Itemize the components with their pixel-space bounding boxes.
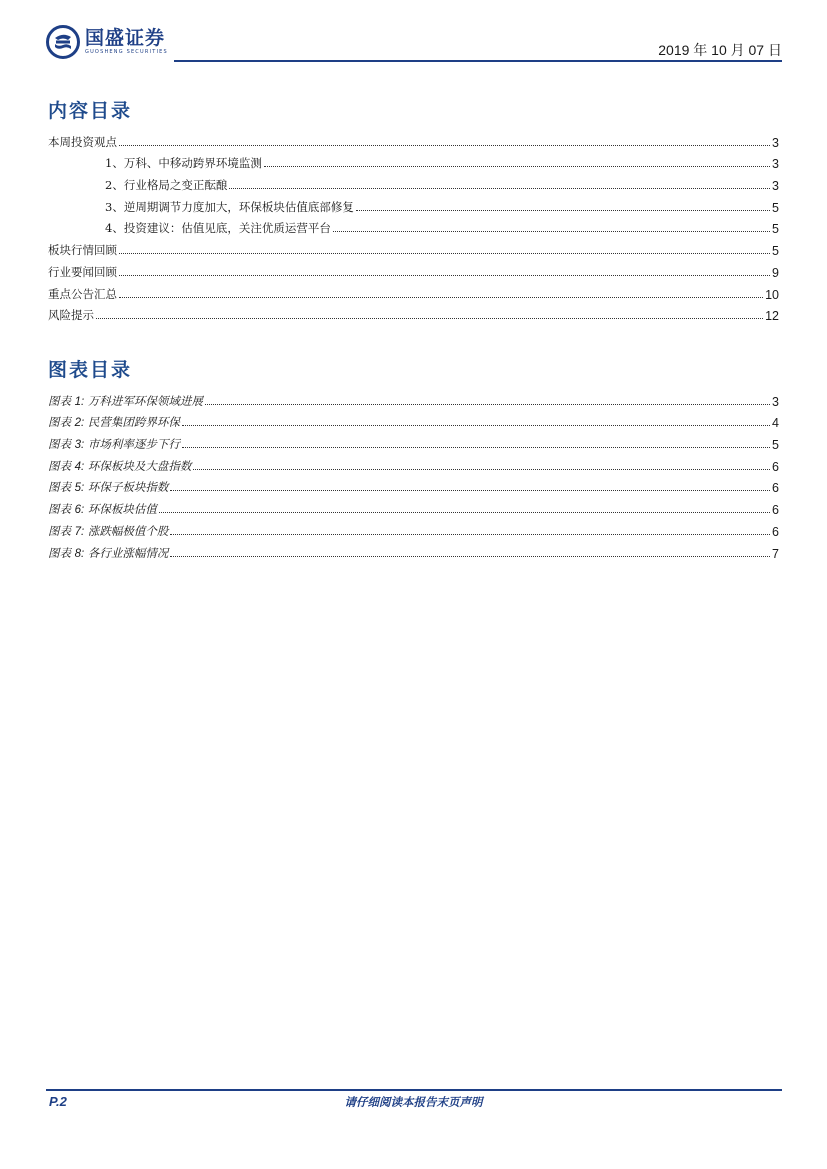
figure-entry[interactable] bbox=[48, 539, 779, 561]
figure-number: 1: bbox=[74, 395, 85, 408]
figure-entry[interactable] bbox=[48, 452, 779, 474]
toc-entry[interactable] bbox=[48, 171, 779, 193]
figure-entry[interactable] bbox=[48, 430, 779, 452]
toc-leader-dots bbox=[182, 425, 770, 426]
figure-entry-label bbox=[48, 458, 193, 474]
figure-entry-page: 6 bbox=[772, 481, 779, 496]
figure-number: 8: bbox=[74, 547, 85, 560]
toc-entry-page: 5 bbox=[772, 222, 779, 237]
figure-entry-label bbox=[48, 479, 170, 495]
toc-entry-label: 4、投资建议：估值见底，关注优质运营平台 bbox=[105, 221, 331, 236]
figure-entry-page: 6 bbox=[772, 503, 779, 518]
figure-entry-page: 5 bbox=[772, 438, 779, 453]
figure-number: 3: bbox=[74, 439, 85, 452]
figure-entry-page: 4 bbox=[772, 416, 779, 431]
figure-prefix: 图表 bbox=[48, 523, 71, 538]
figures-list bbox=[48, 387, 779, 561]
figure-prefix: 图表 bbox=[48, 545, 71, 560]
figure-number: 7: bbox=[74, 525, 85, 538]
figure-entry[interactable] bbox=[48, 474, 779, 496]
toc-entry-page: 5 bbox=[772, 200, 779, 215]
figure-number: 2: bbox=[74, 417, 85, 430]
toc-leader-dots bbox=[170, 490, 770, 491]
figure-entry[interactable] bbox=[48, 387, 779, 409]
figure-entry-label bbox=[48, 414, 182, 430]
figure-number: 6: bbox=[74, 504, 85, 517]
toc-entry-label: 重点公告汇总 bbox=[48, 286, 117, 301]
figure-number: 4: bbox=[74, 460, 85, 473]
brand-name-cn: 国盛证券 bbox=[85, 27, 166, 49]
toc-entry-page: 3 bbox=[772, 179, 779, 194]
figure-prefix: 图表 bbox=[48, 458, 71, 473]
toc-entry-page: 3 bbox=[772, 135, 779, 150]
toc-entry-label: 本周投资观点 bbox=[48, 134, 117, 149]
toc-entry-page: 5 bbox=[772, 244, 779, 259]
toc-entry-page: 12 bbox=[765, 309, 779, 324]
toc-entry-label: 1、万科、中移动跨界环境监测 bbox=[105, 156, 262, 171]
report-date: 2019 年 10 月 07 日 bbox=[658, 42, 782, 58]
figure-title: 市场利率逐步下行 bbox=[87, 437, 180, 452]
figure-entry-page: 6 bbox=[772, 524, 779, 539]
toc-entry-label: 行业要闻回顾 bbox=[48, 264, 117, 279]
toc-entry[interactable] bbox=[48, 280, 779, 302]
figure-title: 各行业涨幅情况 bbox=[87, 545, 169, 560]
contents-list bbox=[48, 128, 779, 323]
figure-title: 环保板块估值 bbox=[87, 502, 157, 517]
figure-entry-label bbox=[48, 436, 182, 452]
toc-entry[interactable] bbox=[48, 215, 779, 237]
toc-leader-dots bbox=[356, 210, 770, 211]
figure-title: 涨跌幅极值个股 bbox=[87, 523, 169, 538]
toc-leader-dots bbox=[229, 188, 770, 189]
figure-entry-label bbox=[48, 393, 205, 409]
toc-leader-dots bbox=[170, 534, 770, 535]
figure-entry-page: 6 bbox=[772, 459, 779, 474]
toc-leader-dots bbox=[193, 469, 770, 470]
figure-entry-label bbox=[48, 545, 170, 561]
toc-leader-dots bbox=[264, 166, 770, 167]
toc-leader-dots bbox=[119, 145, 770, 146]
toc-leader-dots bbox=[333, 231, 770, 232]
contents-title: 内容目录 bbox=[48, 100, 133, 122]
toc-leader-dots bbox=[119, 253, 770, 254]
page-number: P.2 bbox=[49, 1094, 67, 1109]
disclaimer-note: 请仔细阅读本报告末页声明 bbox=[344, 1095, 483, 1109]
toc-entry-label: 风险提示 bbox=[48, 308, 94, 323]
toc-leader-dots bbox=[119, 275, 770, 276]
figures-title: 图表目录 bbox=[48, 359, 133, 381]
header-divider bbox=[174, 60, 782, 62]
figure-entry[interactable] bbox=[48, 517, 779, 539]
toc-entry-page: 3 bbox=[772, 157, 779, 172]
toc-leader-dots bbox=[170, 556, 770, 557]
figure-entry-label bbox=[48, 501, 159, 517]
toc-entry[interactable] bbox=[48, 193, 779, 215]
figure-title: 环保板块及大盘指数 bbox=[87, 458, 192, 473]
figure-title: 民营集团跨界环保 bbox=[87, 415, 180, 430]
toc-entry-label: 板块行情回顾 bbox=[48, 243, 117, 258]
toc-entry[interactable] bbox=[48, 150, 779, 172]
figure-prefix: 图表 bbox=[48, 480, 71, 495]
figure-prefix: 图表 bbox=[48, 415, 71, 430]
toc-entry[interactable] bbox=[48, 258, 779, 280]
figure-entry[interactable] bbox=[48, 409, 779, 431]
page-header bbox=[46, 24, 782, 62]
figure-entry-page: 7 bbox=[772, 546, 779, 561]
figure-prefix: 图表 bbox=[48, 437, 71, 452]
figure-title: 环保子板块指数 bbox=[87, 480, 169, 495]
figure-entry-page: 3 bbox=[772, 394, 779, 409]
toc-entry-label: 3、逆周期调节力度加大，环保板块估值底部修复 bbox=[105, 199, 354, 214]
toc-entry[interactable] bbox=[48, 302, 779, 324]
figure-entry[interactable] bbox=[48, 495, 779, 517]
toc-entry[interactable] bbox=[48, 236, 779, 258]
toc-leader-dots bbox=[159, 512, 770, 513]
brand-name-en: GUOSHENG SECURITIES bbox=[85, 49, 168, 55]
figure-title: 万科进军环保领域进展 bbox=[87, 393, 203, 408]
figure-entry-label bbox=[48, 523, 170, 539]
toc-leader-dots bbox=[205, 404, 770, 405]
figure-prefix: 图表 bbox=[48, 393, 71, 408]
toc-entry[interactable] bbox=[48, 128, 779, 150]
toc-leader-dots bbox=[119, 297, 763, 298]
toc-entry-page: 10 bbox=[765, 287, 779, 302]
toc-entry-label: 2、行业格局之变正酝酿 bbox=[105, 178, 228, 193]
footer-divider bbox=[46, 1089, 782, 1091]
brand-logo bbox=[46, 24, 168, 60]
figure-number: 5: bbox=[74, 482, 85, 495]
toc-leader-dots bbox=[96, 318, 763, 319]
toc-entry-page: 9 bbox=[772, 265, 779, 280]
guosheng-logo-icon bbox=[46, 25, 80, 59]
figure-prefix: 图表 bbox=[48, 502, 71, 517]
toc-leader-dots bbox=[182, 447, 770, 448]
